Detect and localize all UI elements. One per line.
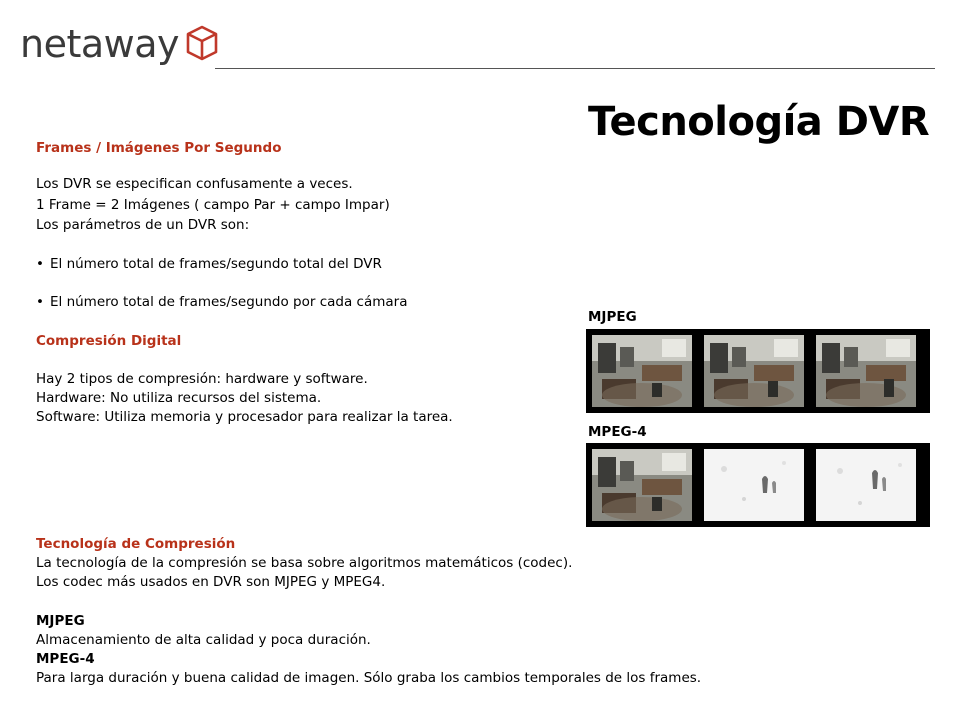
text-line: Hardware: No utiliza recursos del sistema. (36, 390, 322, 406)
camera-frame-image (592, 449, 692, 521)
mpeg4-label: MPEG-4 (36, 651, 95, 667)
camera-frame-image (704, 335, 804, 407)
text-line: Los DVR se especifican confusamente a veces. (36, 176, 353, 192)
text-line: Los parámetros de un DVR son: (36, 217, 250, 233)
cube-outline-icon (185, 24, 219, 66)
bullet-item (36, 293, 407, 311)
strip-label-mjpeg: MJPEG (588, 309, 637, 325)
mpeg4-frame-strip (586, 443, 930, 527)
bullet-text: El número total de frames/segundo total del DVR (50, 256, 382, 272)
logo (20, 22, 219, 66)
mjpeg-label: MJPEG (36, 613, 85, 629)
bullet-text: El número total de frames/segundo por cada cámara (50, 294, 408, 310)
camera-frame-image (816, 335, 916, 407)
difference-frame-image (816, 449, 916, 521)
strip-label-mpeg4: MPEG-4 (588, 424, 647, 440)
text-line: 1 Frame = 2 Imágenes ( campo Par + campo Impar) (36, 197, 390, 213)
section-heading-frames: Frames / Imágenes Por Segundo (36, 140, 282, 156)
camera-frame-image (592, 335, 692, 407)
mpeg4-description: Para larga duración y buena calidad de imagen. Sólo graba los cambios temporales de los frames. (36, 670, 702, 686)
logo-text: netaway (20, 22, 180, 66)
text-line: Los codec más usados en DVR son MJPEG y MPEG4. (36, 574, 386, 590)
page-title: Tecnología DVR (588, 99, 930, 145)
mjpeg-description: Almacenamiento de alta calidad y poca duración. (36, 632, 371, 648)
text-line: Hay 2 tipos de compresión: hardware y software. (36, 371, 368, 387)
text-line: La tecnología de la compresión se basa sobre algoritmos matemáticos (codec). (36, 555, 573, 571)
section-heading-technology: Tecnología de Compresión (36, 536, 236, 552)
mjpeg-frame-strip (586, 329, 930, 413)
header-divider (215, 68, 935, 69)
section-heading-compression: Compresión Digital (36, 333, 182, 349)
difference-frame-image (704, 449, 804, 521)
bullet-item (36, 255, 382, 273)
text-line: Software: Utiliza memoria y procesador para realizar la tarea. (36, 409, 453, 425)
